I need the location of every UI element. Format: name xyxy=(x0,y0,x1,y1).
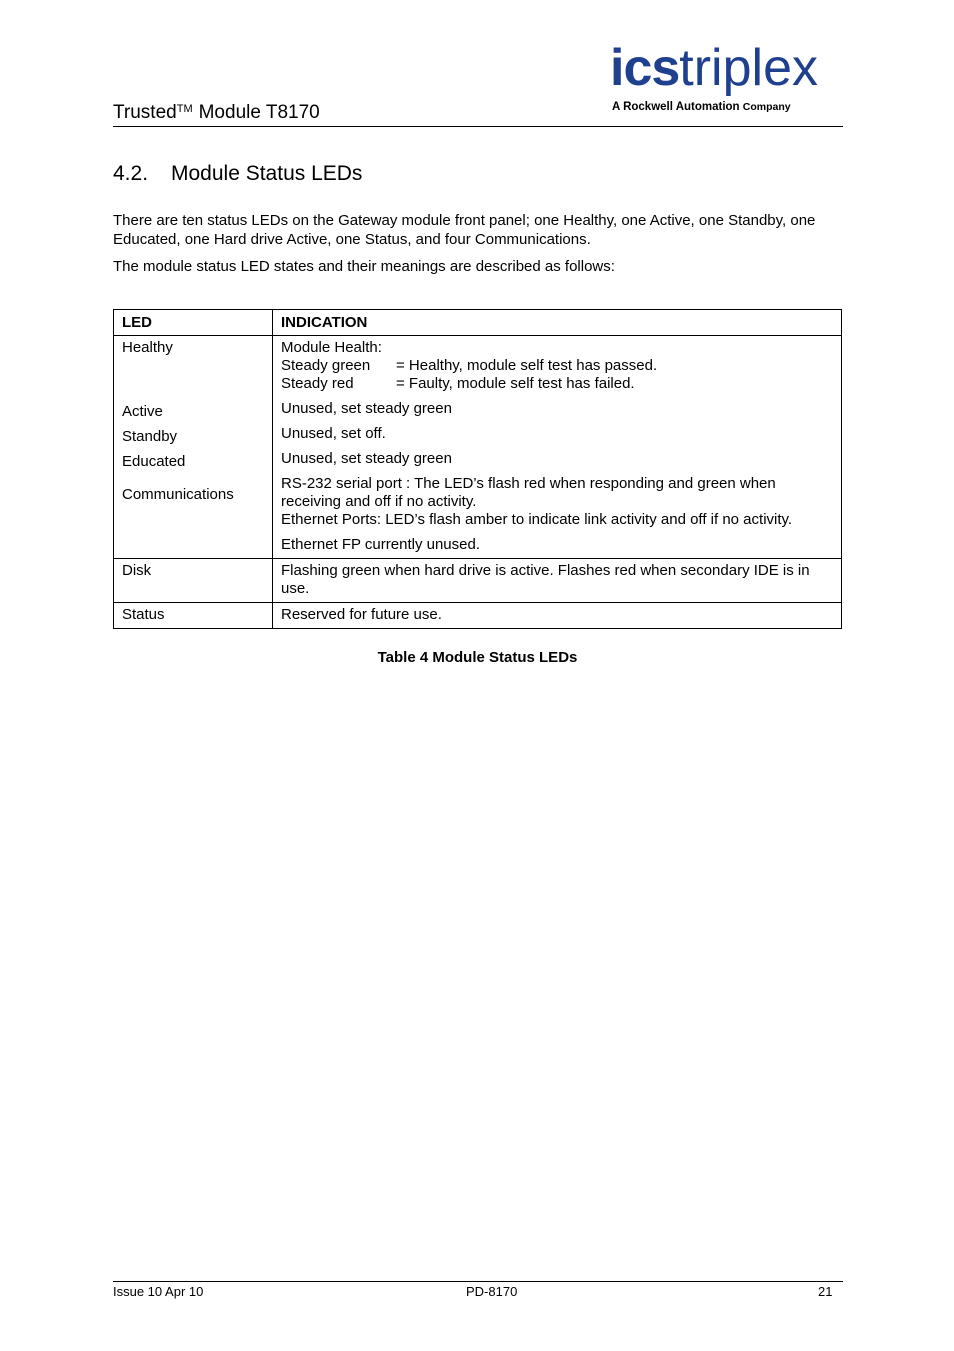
section-heading xyxy=(113,160,362,188)
led-communications: Communications xyxy=(122,486,234,503)
title-module: Module T8170 xyxy=(198,102,320,123)
led-disk: Disk xyxy=(114,559,273,603)
table-row xyxy=(114,559,842,603)
led-status: Status xyxy=(114,603,273,629)
title-trusted: Trusted xyxy=(113,102,177,123)
section-number: 4.2. xyxy=(113,162,149,185)
logo-tagline-main: A Rockwell Automation xyxy=(612,101,740,113)
healthy-red-value: = Faulty, module self test has failed. xyxy=(396,375,635,392)
footer-page-number: 21 xyxy=(818,1284,833,1299)
company-logo xyxy=(610,39,844,120)
educated-indication: Unused, set steady green xyxy=(281,450,452,467)
table-row-group xyxy=(114,336,842,559)
healthy-green-label: Steady green xyxy=(281,357,371,374)
table-caption: Table 4 Module Status LEDs xyxy=(377,649,578,666)
led-indications-cell xyxy=(273,336,842,559)
table-header-row xyxy=(114,310,842,336)
led-names-cell xyxy=(114,336,273,559)
header-led: LED xyxy=(114,310,273,336)
header-indication: INDICATION xyxy=(273,310,842,336)
logo-tagline xyxy=(612,100,791,114)
standby-indication: Unused, set off. xyxy=(281,425,386,442)
healthy-green-row xyxy=(281,357,833,375)
header-divider xyxy=(113,126,843,127)
comms-ethernet: Ethernet Ports: LED’s flash amber to indicate link activity and off if no activity. xyxy=(281,511,793,528)
intro-paragraph: There are ten status LEDs on the Gateway module front panel; one Healthy, one Active, one Standby, one Educated, one Hard drive Active, one Status, and four Communications. xyxy=(113,212,816,248)
trademark-mark: TM xyxy=(176,103,193,115)
section-title: Module Status LEDs xyxy=(171,162,363,185)
logo-tagline-company: Company xyxy=(742,101,791,113)
comms-ethernet-fp: Ethernet FP currently unused. xyxy=(281,536,480,553)
active-indication: Unused, set steady green xyxy=(281,400,452,417)
disk-indication: Flashing green when hard drive is active. Flashes red when secondary IDE is in use. xyxy=(273,559,842,603)
led-status-table xyxy=(113,309,842,629)
table-row xyxy=(114,603,842,629)
logo-brand-light: triplex xyxy=(679,39,819,97)
logo-brand-bold: ics xyxy=(610,39,680,97)
footer-divider xyxy=(113,1281,843,1282)
document-title xyxy=(113,101,320,125)
logo-wordmark xyxy=(610,38,818,98)
healthy-red-label: Steady red xyxy=(281,375,354,392)
healthy-red-row xyxy=(281,375,833,400)
led-active: Active xyxy=(122,403,163,420)
healthy-green-value: = Healthy, module self test has passed. xyxy=(396,357,658,374)
status-indication: Reserved for future use. xyxy=(273,603,842,629)
led-healthy: Healthy xyxy=(122,339,173,356)
description-paragraph: The module status LED states and their meanings are described as follows: xyxy=(113,258,615,275)
led-educated: Educated xyxy=(122,453,186,470)
footer-issue: Issue 10 Apr 10 xyxy=(113,1284,204,1299)
comms-rs232: RS-232 serial port : The LED’s flash red when responding and green when receiving and off if no activity. xyxy=(281,475,776,510)
healthy-line1: Module Health: xyxy=(281,339,382,356)
led-standby: Standby xyxy=(122,428,178,445)
footer-doc-number: PD-8170 xyxy=(466,1284,518,1299)
